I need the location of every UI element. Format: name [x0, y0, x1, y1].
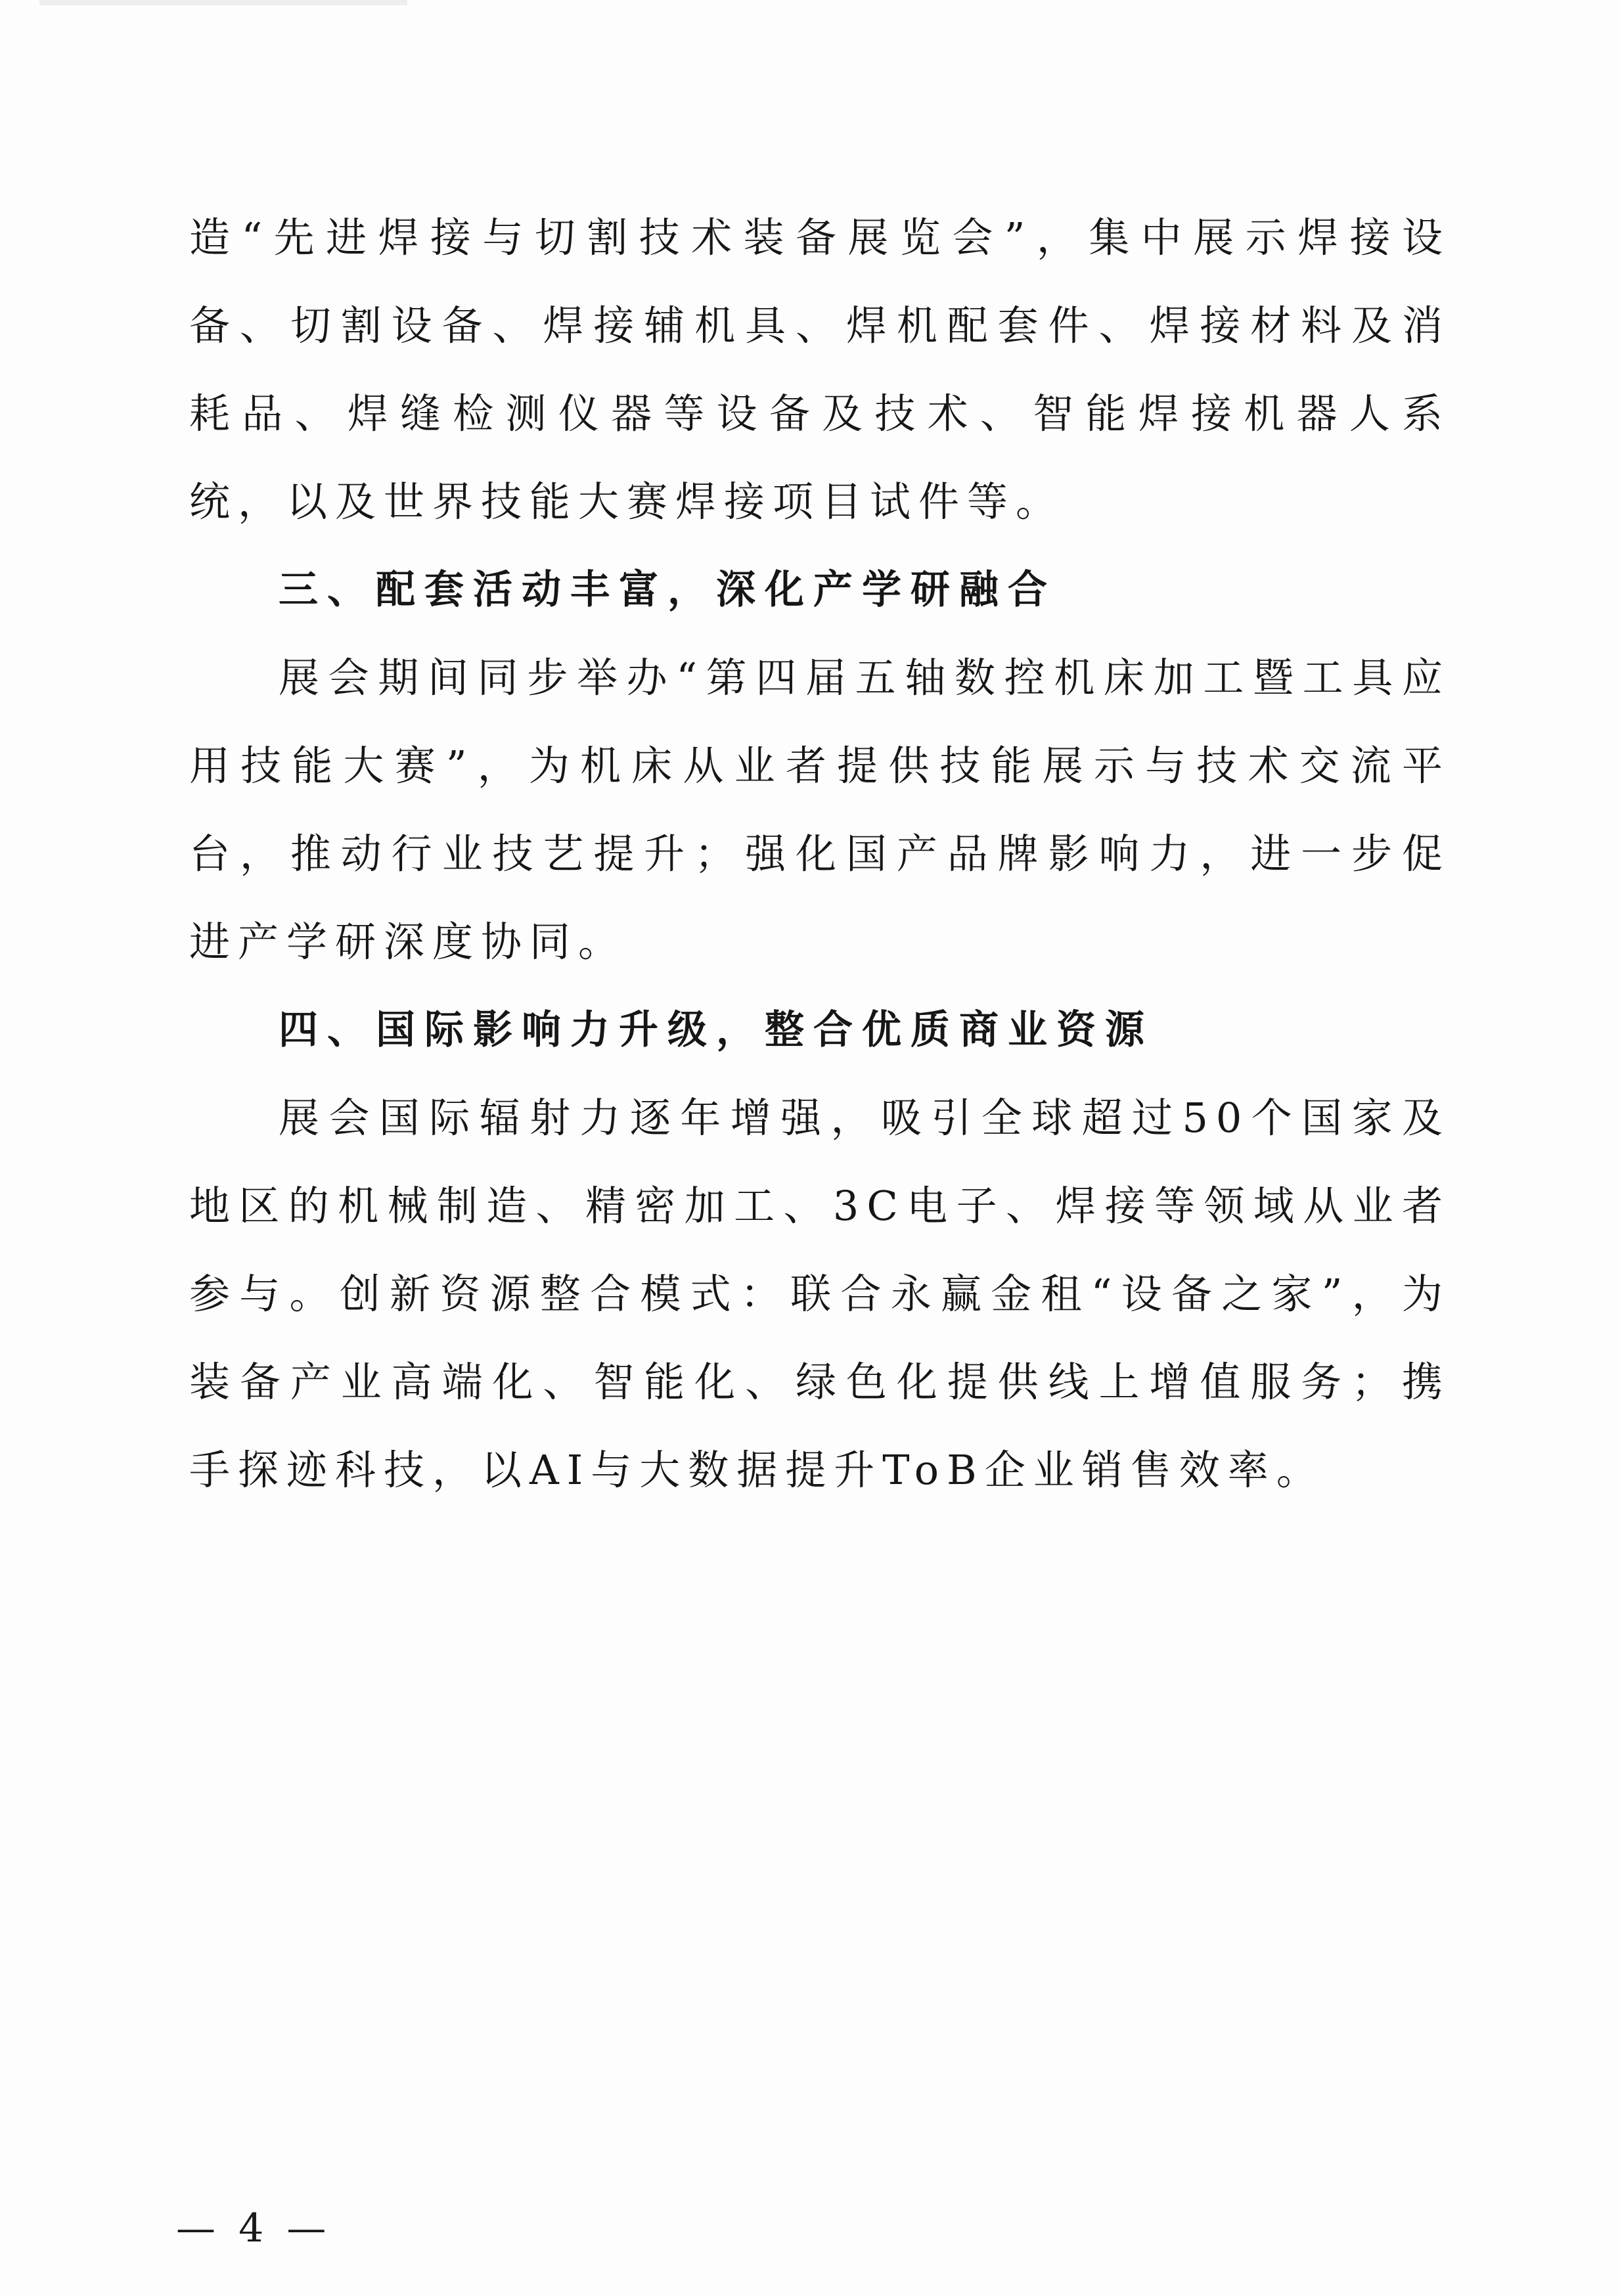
document-body	[189, 194, 1451, 1514]
heading-section-three: 三、配套活动丰富，深化产学研融合	[279, 567, 1056, 613]
heading-section-four: 四、国际影响力升级，整合优质商业资源	[279, 1007, 1154, 1053]
paragraph-exhibition-scope: 造“先进焊接与切割技术装备展览会”，集中展示焊接设备、切割设备、焊接辅机具、焊机配套件、焊接材料及消耗品、焊缝检测仪器等设备及技术、智能焊接机器人系统，以及世界技能大赛焊接项目试件等。	[189, 214, 1451, 526]
paragraph-international: 展会国际辐射力逐年增强，吸引全球超过50个国家及地区的机械制造、精密加工、3C电子、焊接等领域从业者参与。创新资源整合模式：联合永赢金租“设备之家”，为装备产业高端化、智能化、绿色化提供线上增值服务；携手探迹科技，以AI与大数据提升ToB企业销售效率。	[189, 1094, 1451, 1494]
page-number: — 4 —	[176, 2205, 332, 2251]
paragraph-activities: 展会期间同步举办“第四届五轴数控机床加工暨工具应用技能大赛”，为机床从业者提供技能展示与技术交流平台，推动行业技艺提升；强化国产品牌影响力，进一步促进产学研深度协同。	[189, 654, 1451, 966]
scan-artifact	[39, 0, 407, 5]
